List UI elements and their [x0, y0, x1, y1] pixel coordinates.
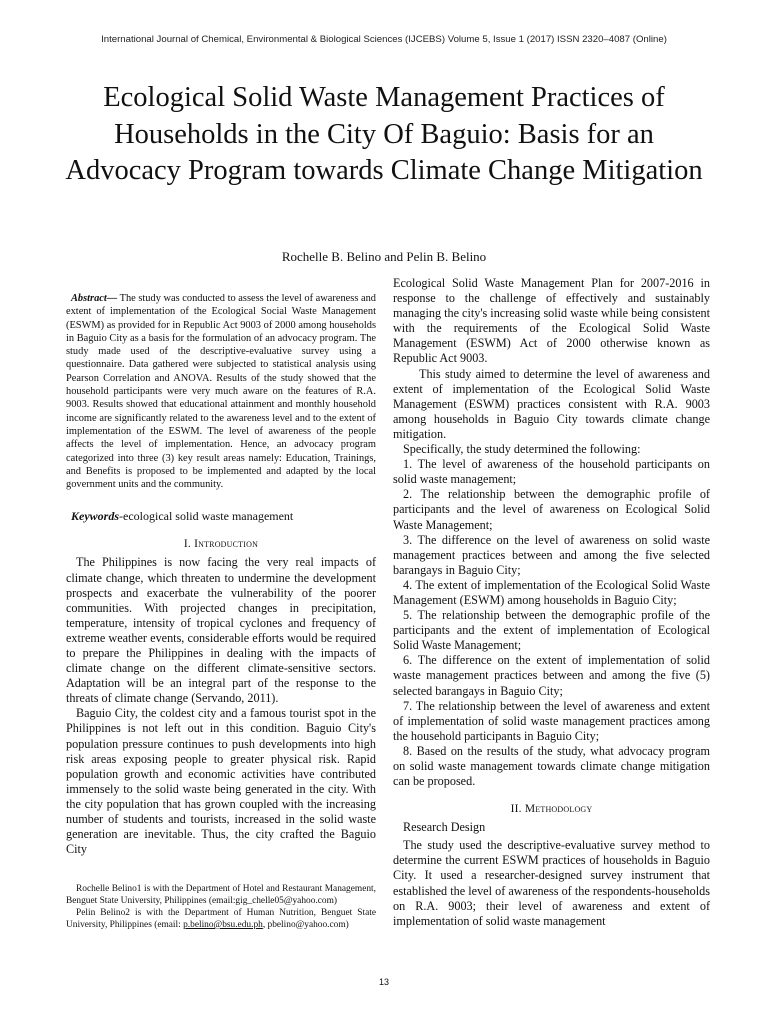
left-column: [66, 292, 376, 857]
keywords-text: -ecological solid waste management: [119, 509, 294, 524]
abstract-text: The study was conducted to assess the level of awareness and extent of implementation of the Ecological Social Waste Management (ESWM) as provided for in Republic Act 9003 of 2000 among households in Baguio City as a basis for the formulation of an advocacy program. The study made used of the descriptive-evaluative survey using a questionnaire. Data gathered were subjected to statistical analysis using Pearson Correlation and ANOVA. Results of the study showed that the household participants were very much aware on the features of R.A. 9003. Results showed that educational attainment and monthly household income are significantly related to the awareness level and to the extent of implementation of the ESWM. The level of awareness of the people affects the level of implementation. Hence, an advocacy program categorized into three (3) key result areas namely: Education, Trainings, and Benefits is proposed to be implemented and adapted by the local government units and the community.: [66, 293, 376, 491]
keywords-label: Keywords: [71, 509, 119, 524]
section-title: Introduction: [194, 538, 259, 551]
abstract: [66, 292, 376, 491]
page-number: 13: [378, 977, 389, 987]
objective-item: 5. The relationship between the demographic profile of the participants and the extent of implementation of Ecological Solid Waste Management;: [393, 608, 710, 653]
right-column: [393, 276, 710, 929]
objective-item: 6. The difference on the extent of implementation of solid waste management practices between and among the five (5) selected barangays in Baguio City;: [393, 653, 710, 698]
objective-item: 8. Based on the results of the study, what advocacy program on solid waste management towards climate change mitigation can be proposed.: [393, 743, 710, 789]
paper-title: Ecological Solid Waste Management Practices of Households in the City Of Baguio: Basis for an Advocacy Program towards Climate Change Mitigation: [65, 82, 703, 186]
keywords: [66, 509, 376, 524]
intro-paragraph-2: Baguio City, the coldest city and a famous tourist spot in the Philippines is not left out in this condition. Baguio City's population pressure continues to push developments into high risk areas exposing people to greater physical risk. Rapid population growth and economic activities have contributed immensely to the solid waste being generated in the city. With the city population that has grown coupled with the increasing number of students and tourists, increased in the solid waste generation are inevitable. Thus, the city crafted the Baguio City: [66, 706, 376, 857]
objective-item: 1. The level of awareness of the household participants on solid waste management;: [393, 457, 710, 487]
objective-item: 3. The difference on the level of awareness on solid waste management practices between and among the five selected barangays in Baguio City;: [393, 532, 710, 577]
methodology-paragraph: The study used the descriptive-evaluative survey method to determine the current ESWM practices of households in Baguio City. It used a researcher-designed survey instrument that established the level of awareness of the respondents-households on R.A. 9003; their level of awareness and extent of implementation of solid waste management: [393, 838, 710, 928]
footnote-2-text: Pelin Belino2 is with the Department of Human Nutrition, Benguet State University, Philippines (email:: [66, 908, 376, 930]
email-link[interactable]: p.belino@bsu.edu.ph: [183, 920, 263, 930]
subsection-research-design: Research Design: [403, 820, 486, 835]
section-heading-introduction: [66, 538, 376, 550]
section-heading-methodology: [393, 803, 710, 815]
objective-item: 4. The extent of implementation of the Ecological Solid Waste Management (ESWM) among households in Baguio City;: [393, 577, 710, 607]
authors: Rochelle B. Belino and Pelin B. Belino: [281, 249, 487, 264]
continued-paragraph: Ecological Solid Waste Management Plan for 2007-2016 in response to the challenge of effectively and sustainably managing the city's increasing solid waste while being consistent with the requirements of the Ecological Solid Waste Management (ESWM) Act of 2000 otherwise known as Republic Act 9003.: [393, 276, 710, 366]
footnote-2-suffix: , pbelino@yahoo.com): [262, 920, 349, 930]
objective-item: 7. The relationship between the level of awareness and extent of implementation of solid waste management practices among the household participants in Baguio City;: [393, 698, 710, 743]
intro-paragraph-1: The Philippines is now facing the very real impacts of climate change, which threaten to undermine the development prospects and exacerbate the vulnerability of the poorer communities. With projected changes in precipitation, temperature, intensity of tropical cyclones and frequency of extreme weather events, considerable efforts would be required to prepare the Philippines in dealing with the impacts of climate change on the different climate-sensitive sectors. Adaptation will be an integral part of the response to the threats of climate change (Servando, 2011).: [66, 555, 376, 706]
footnote-1: Rochelle Belino1 is with the Department of Hotel and Restaurant Management, Benguet State University, Philippines (email:gig_chelle05@yahoo.com): [66, 884, 376, 906]
objective-item: 2. The relationship between the demographic profile of participants and the level of awareness on Ecological Solid Waste Management;: [393, 487, 710, 532]
journal-header: International Journal of Chemical, Environmental & Biological Sciences (IJCEBS) Volume 5, Issue 1 (2017) ISSN 2320–4087 (Online): [101, 34, 667, 45]
section-number: II.: [510, 803, 522, 816]
aim-paragraph: This study aimed to determine the level of awareness and extent of implementation of the Ecological Solid Waste Management (ESWM) practices consistent with R.A. 9003 among households in Baguio City towards climate change mitigation.: [393, 366, 710, 441]
specific-intro: Specifically, the study determined the following:: [403, 442, 641, 457]
abstract-label: Abstract—: [71, 293, 118, 304]
author-footnotes: [66, 883, 376, 931]
footnote-2: [66, 907, 376, 931]
section-number: I.: [183, 538, 191, 551]
section-title: Methodology: [524, 803, 593, 816]
